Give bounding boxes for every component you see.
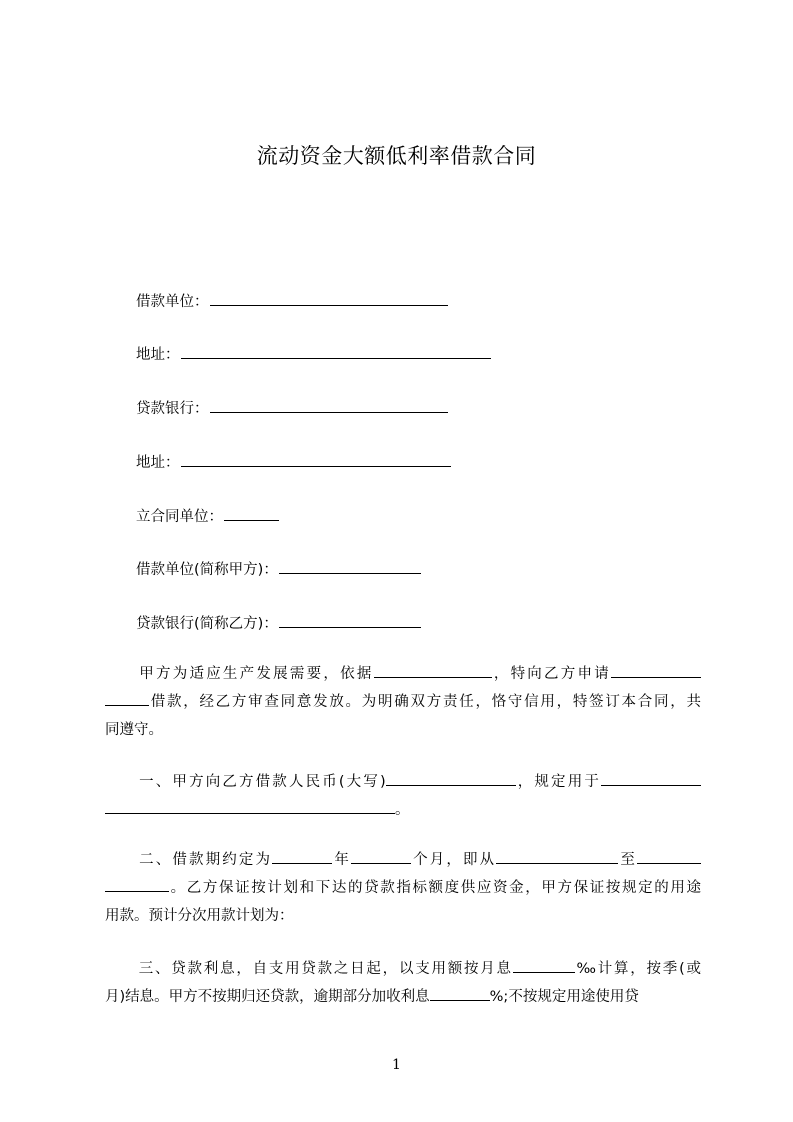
contract-title: 流动资金大额低利率借款合同 (256, 144, 537, 168)
field-borrower-address (136, 343, 491, 366)
intro-line-1 (105, 660, 701, 688)
field-party-b-blank[interactable] (279, 612, 421, 628)
clause-3-text-3: 月)结息。甲方不按期归还贷款，逾期部分加收利息 (105, 989, 430, 1005)
clause-1-line-2 (105, 796, 701, 824)
clause-3 (105, 955, 701, 1011)
clause-3-text-1: 三、贷款利息，自支用贷款之日起，以支用额按月息 (137, 961, 513, 977)
clause-3-blank-overdue-rate[interactable] (430, 985, 490, 1001)
intro-blank-loan-type[interactable] (611, 662, 701, 678)
clause-2-text-6: 用款。预计分次用款计划为： (105, 908, 294, 924)
clause-2-blank-years[interactable] (272, 848, 332, 864)
field-contract-parties-label: 立合同单位： (136, 509, 223, 525)
clause-2-blank-end-cont[interactable] (105, 876, 169, 892)
field-borrower-label: 借款单位： (136, 294, 209, 310)
field-lender-bank (136, 397, 448, 420)
clause-2-blank-end[interactable] (637, 848, 701, 864)
field-party-b-label: 贷款银行(简称乙方)： (136, 616, 278, 632)
clause-2-blank-start[interactable] (496, 848, 618, 864)
field-borrower-address-label: 地址： (136, 347, 180, 363)
clause-1-line-1 (105, 768, 701, 796)
field-party-a-label: 借款单位(简称甲方)： (136, 562, 278, 578)
page-number: 1 (392, 1057, 401, 1073)
clause-3-text-2: ‰计算，按季(或 (574, 961, 701, 977)
field-party-b (136, 612, 421, 635)
clause-2-text-5: 。乙方保证按计划和下达的贷款指标额度供应资金，甲方保证按规定的用途 (169, 880, 701, 896)
clause-1-text-2: ，规定用于 (515, 774, 601, 790)
clause-3-line-2 (105, 983, 701, 1011)
field-bank-address-label: 地址： (136, 455, 180, 471)
clause-3-text-4: %;不按规定用途使用贷 (489, 989, 639, 1005)
clause-3-line-1 (105, 955, 701, 983)
field-lender-bank-label: 贷款银行： (136, 401, 209, 417)
field-borrower (136, 290, 448, 313)
field-bank-address-blank[interactable] (181, 451, 451, 467)
clause-1-blank-amount[interactable] (386, 770, 516, 786)
intro-text-1: 甲方为适应生产发展需要，依据 (137, 666, 374, 682)
field-bank-address (136, 451, 451, 474)
clause-1-text-1: 一、甲方向乙方借款人民币(大写) (137, 774, 386, 790)
field-borrower-address-blank[interactable] (181, 343, 491, 359)
field-contract-parties-blank[interactable] (224, 505, 279, 521)
field-borrower-blank[interactable] (210, 290, 448, 306)
clause-2 (105, 846, 701, 930)
field-contract-parties (136, 505, 279, 528)
clause-1-blank-purpose-cont[interactable] (105, 798, 395, 814)
clause-1-text-3: 。 (395, 802, 410, 818)
clause-1-blank-purpose[interactable] (601, 770, 701, 786)
intro-text-3: 借款，经乙方审查同意发放。为明确双方责任，恪守信用，特签订本合同，共 (149, 694, 701, 710)
clause-2-line-2 (105, 874, 701, 902)
field-party-a (136, 558, 421, 581)
clause-2-text-1: 二、借款期约定为 (137, 852, 273, 868)
clause-1 (105, 768, 701, 824)
intro-blank-basis[interactable] (374, 662, 492, 678)
clause-2-text-2: 年 (332, 852, 351, 868)
field-party-a-blank[interactable] (279, 558, 421, 574)
intro-line-3 (105, 716, 701, 744)
intro-text-4: 同遵守。 (105, 722, 163, 738)
clause-2-line-1 (105, 846, 701, 874)
intro-blank-loan-type-cont[interactable] (105, 690, 149, 706)
clause-2-text-3: 个月，即从 (410, 852, 497, 868)
clause-3-blank-monthly-rate[interactable] (513, 957, 575, 973)
intro-paragraph (105, 660, 701, 744)
clause-2-line-3 (105, 902, 701, 930)
field-lender-bank-blank[interactable] (210, 397, 448, 413)
intro-line-2 (105, 688, 701, 716)
clause-2-blank-months[interactable] (351, 848, 411, 864)
clause-2-text-4: 至 (618, 852, 638, 868)
intro-text-2: ，特向乙方申请 (491, 666, 612, 682)
